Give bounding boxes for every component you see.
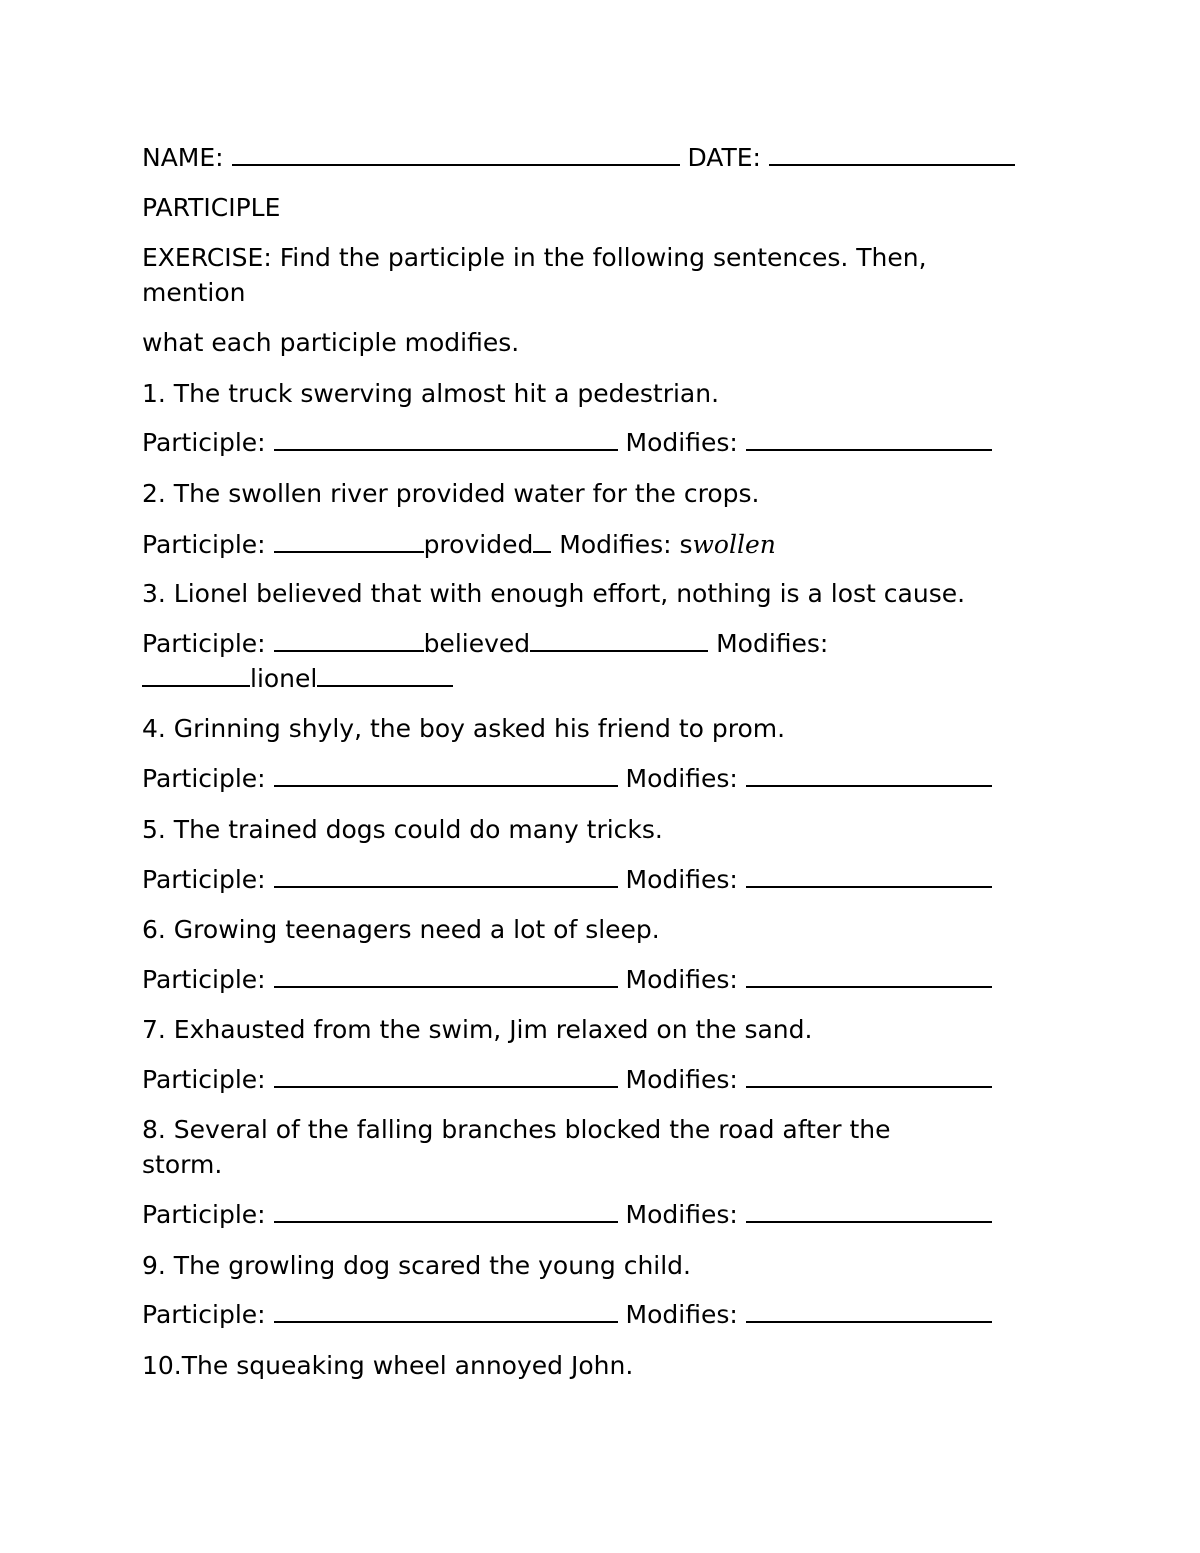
modifies-blank[interactable]: [746, 1062, 992, 1088]
participle-answer: provided: [423, 530, 534, 559]
answer-row-6: [142, 962, 992, 997]
modifies-label: Modifies:: [625, 865, 738, 894]
participle-blank[interactable]: [274, 761, 618, 787]
participle-blank-tail[interactable]: [533, 527, 551, 553]
question-6: 6. Growing teenagers need a lot of sleep.: [142, 915, 660, 944]
name-field[interactable]: [232, 140, 680, 166]
participle-answer: believed: [423, 629, 531, 658]
instructions-line-2: mention: [142, 278, 246, 307]
answer-row-3: [142, 626, 828, 661]
modifies-answer-prefix: s: [679, 530, 693, 559]
header-row: [142, 140, 1015, 175]
participle-blank[interactable]: [274, 425, 618, 451]
participle-label: Participle:: [142, 1200, 266, 1229]
date-label: DATE:: [687, 143, 761, 172]
answer-row-1: [142, 425, 992, 460]
participle-blank[interactable]: [274, 1197, 618, 1223]
instructions-line-3: what each participle modifies.: [142, 328, 520, 357]
answer-row-9: [142, 1297, 992, 1332]
modifies-label: Modifies:: [625, 965, 738, 994]
participle-label: Participle:: [142, 1065, 266, 1094]
answer-row-8: [142, 1197, 992, 1232]
question-8-line-1: 8. Several of the falling branches blocked the road after the: [142, 1115, 891, 1144]
name-label: NAME:: [142, 143, 224, 172]
participle-label: Participle:: [142, 629, 266, 658]
answer-row-5: [142, 862, 992, 897]
page-title: PARTICIPLE: [142, 193, 281, 222]
modifies-label: Modifies:: [625, 764, 738, 793]
participle-blank[interactable]: [274, 1062, 618, 1088]
instructions-line-1: EXERCISE: Find the participle in the following sentences. Then,: [142, 243, 927, 272]
modifies-blank[interactable]: [746, 962, 992, 988]
participle-label: Participle:: [142, 865, 266, 894]
modifies-label: Modifies:: [559, 530, 672, 559]
participle-label: Participle:: [142, 530, 266, 559]
participle-blank-tail[interactable]: [530, 626, 708, 652]
question-9: 9. The growling dog scared the young child.: [142, 1251, 691, 1280]
question-8-line-2: storm.: [142, 1150, 223, 1179]
modifies-label: Modifies:: [625, 428, 738, 457]
modifies-blank[interactable]: [746, 1297, 992, 1323]
question-3: 3. Lionel believed that with enough effort, nothing is a lost cause.: [142, 579, 966, 608]
answer-row-4: [142, 761, 992, 796]
modifies-blank[interactable]: [142, 661, 250, 687]
participle-label: Participle:: [142, 1300, 266, 1329]
participle-label: Participle:: [142, 764, 266, 793]
participle-blank[interactable]: [274, 962, 618, 988]
participle-label: Participle:: [142, 965, 266, 994]
modifies-blank[interactable]: [746, 862, 992, 888]
modifies-label: Modifies:: [625, 1200, 738, 1229]
participle-blank[interactable]: [274, 862, 618, 888]
answer-row-2: [142, 527, 776, 562]
modifies-answer: lionel: [250, 664, 318, 693]
participle-label: Participle:: [142, 428, 266, 457]
modifies-blank-tail[interactable]: [317, 661, 453, 687]
modifies-blank[interactable]: [746, 761, 992, 787]
question-10: 10.The squeaking wheel annoyed John.: [142, 1351, 634, 1380]
question-7: 7. Exhausted from the swim, Jim relaxed on the sand.: [142, 1015, 813, 1044]
modifies-blank[interactable]: [746, 425, 992, 451]
question-1: 1. The truck swerving almost hit a pedestrian.: [142, 379, 720, 408]
answer-row-7: [142, 1062, 992, 1097]
question-2: 2. The swollen river provided water for the crops.: [142, 479, 760, 508]
modifies-answer: wollen: [692, 530, 776, 559]
modifies-label: Modifies:: [625, 1065, 738, 1094]
modifies-label: Modifies:: [716, 629, 829, 658]
question-4: 4. Grinning shyly, the boy asked his friend to prom.: [142, 714, 786, 743]
participle-blank[interactable]: [274, 527, 424, 553]
participle-blank[interactable]: [274, 626, 424, 652]
answer-row-3-continued: [142, 661, 453, 696]
modifies-blank[interactable]: [746, 1197, 992, 1223]
participle-blank[interactable]: [274, 1297, 618, 1323]
date-field[interactable]: [769, 140, 1015, 166]
modifies-label: Modifies:: [625, 1300, 738, 1329]
question-5: 5. The trained dogs could do many tricks.: [142, 815, 663, 844]
